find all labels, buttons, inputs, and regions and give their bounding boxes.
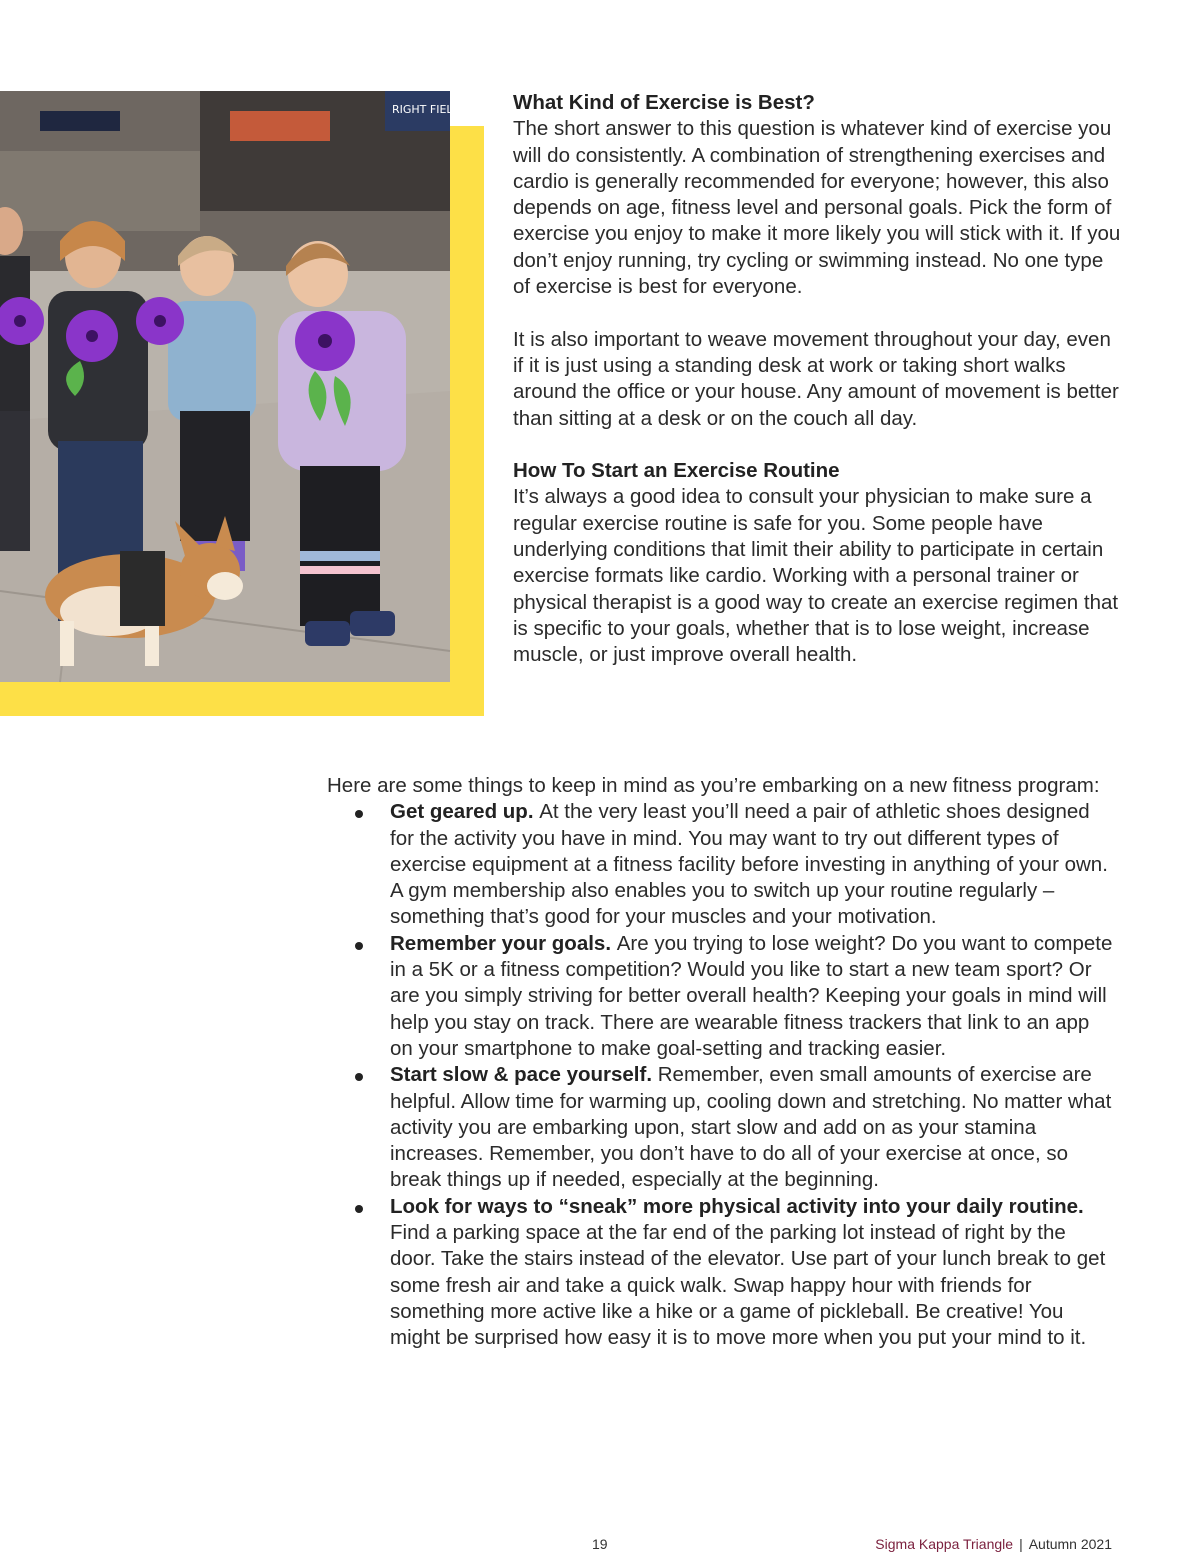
stadium-sign-text: RIGHT FIELD <box>392 103 462 116</box>
bullet-icon <box>355 810 363 818</box>
walk-group-photo <box>0 91 462 682</box>
bullet-icon <box>355 942 363 950</box>
tips-list <box>327 799 1117 1351</box>
tip-text: Are you trying to lose weight? Do you want to compete in a 5K or a fitness competition? Would you like to start a new team sport? Or are you simply striving for better overall health? Keeping your goals in mind will help you stay on track. There are wearable fitness trackers that link to an app on your smartphone to make goal-setting and tracking easier. <box>390 931 1113 1060</box>
article-column-top <box>513 90 1123 669</box>
footer-separator: | <box>1019 1536 1023 1552</box>
list-item <box>327 931 1117 1062</box>
tip-title: Remember your goals. <box>390 931 617 955</box>
tip-text: At the very least you’ll need a pair of athletic shoes designed for the activity you have in mind. You may want to try out different types of exercise equipment at a fitness facility before investing in anything of your own. A gym membership also enables you to switch up your routine regularly – something that’s good for your muscles and your motivation. <box>390 800 1108 929</box>
paragraph-exercise-best: The short answer to this question is whatever kind of exercise you will do consistently. A combination of strengthening exercises and cardio is generally recommended for everyone; however, this also depends on age, fitness level and personal goals. Pick the form of exercise you enjoy to make it more likely you will stick with it. If you don’t enjoy running, try cycling or swimming instead. No one type of exercise is best for everyone. <box>513 117 1121 299</box>
page-footer <box>0 1536 1200 1556</box>
tip-title: Start slow & pace yourself. <box>390 1063 658 1087</box>
tip-title: Get geared up. <box>390 800 540 824</box>
article-column-bottom <box>327 773 1117 1352</box>
publication-credit <box>875 1536 1112 1552</box>
section-heading-exercise-best: What Kind of Exercise is Best? <box>513 91 815 114</box>
list-item <box>327 799 1117 930</box>
paragraph-movement: It is also important to weave movement throughout your day, even if it is just using a standing desk at work or taking short walks around the office or your house. Any amount of movement is better than sitting at a desk or on the couch all day. <box>513 327 1119 430</box>
issue-label: Autumn 2021 <box>1028 1536 1112 1552</box>
publication-name: Sigma Kappa Triangle <box>875 1536 1014 1552</box>
bullet-icon <box>355 1073 363 1081</box>
list-item <box>327 1194 1117 1352</box>
tip-title: Look for ways to “sneak” more physical activity into your daily routine. <box>390 1194 1084 1218</box>
section-heading-start-routine: How To Start an Exercise Routine <box>513 459 840 483</box>
bullet-icon <box>355 1205 363 1213</box>
tip-text: Find a parking space at the far end of the parking lot instead of right by the door. Take the stairs instead of the elevator. Use part of your lunch break to get some fresh air and take a quick walk. Swap happy hour with friends for something more active like a hike or a game of pickleball. Be creative! You might be surprised how easy it is to move more when you put your mind to it. <box>390 1221 1106 1350</box>
paragraph-start-routine: It’s always a good idea to consult your physician to make sure a regular exercise routine is safe for you. Some people have underlying conditions that limit their ability to participate in certain exercise formats like cardio. Working with a personal trainer or physical therapist is a good way to create an exercise regimen that is specific to your goals, whether that is to lose weight, increase muscle, or just improve overall health. <box>513 485 1119 667</box>
tip-text: Remember, even small amounts of exercise are helpful. Allow time for warming up, cooling down and stretching. No matter what activity you are embarking upon, start slow and add on as your stamina increases. Remember, you don’t have to do all of your exercise at once, so break things up if needed, especially at the beginning. <box>390 1063 1112 1192</box>
tips-intro: Here are some things to keep in mind as you’re embarking on a new fitness program: <box>327 774 1100 797</box>
page-number: 19 <box>592 1536 608 1552</box>
list-item <box>327 1062 1117 1193</box>
